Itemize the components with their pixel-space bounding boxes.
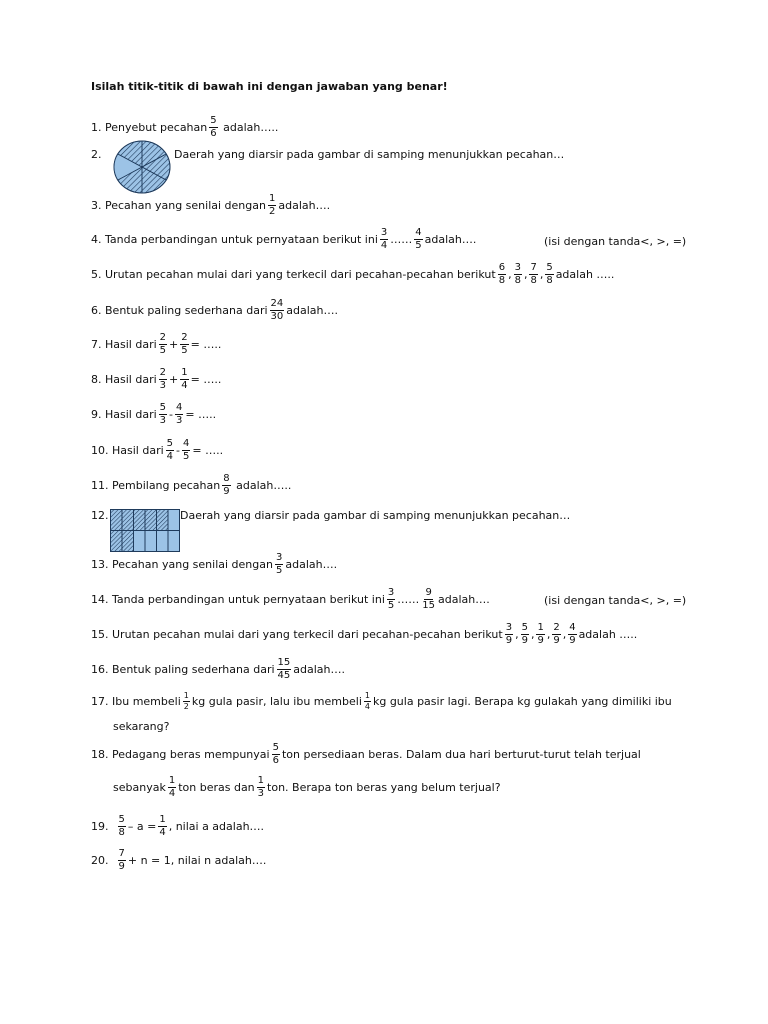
numerator: 1 bbox=[181, 367, 188, 378]
question-text: Hasil dari bbox=[105, 408, 157, 421]
fraction bbox=[270, 299, 285, 322]
question-12-text: Daerah yang diarsir pada gambar di samping menunjukkan pecahan… bbox=[180, 509, 571, 522]
denominator: 6 bbox=[272, 755, 279, 766]
denominator: 8 bbox=[498, 275, 506, 286]
fraction bbox=[159, 333, 167, 356]
question-number: 7. bbox=[91, 338, 102, 351]
question-16 bbox=[91, 658, 345, 681]
numerator: 5 bbox=[272, 742, 279, 753]
blank-dots: …… bbox=[397, 593, 420, 606]
numerator: 2 bbox=[159, 367, 167, 378]
numerator: 2 bbox=[159, 332, 167, 343]
question-text: Tanda perbandingan untuk pernyataan berikut ini bbox=[105, 233, 378, 246]
fraction bbox=[387, 588, 395, 611]
question-18-line-2 bbox=[113, 776, 501, 799]
question-6 bbox=[91, 299, 338, 322]
question-text: Hasil dari bbox=[105, 373, 157, 386]
fraction bbox=[521, 623, 529, 646]
question-text: Penyebut pecahan bbox=[105, 121, 208, 134]
fraction bbox=[364, 692, 371, 711]
denominator: 3 bbox=[176, 415, 183, 426]
fraction bbox=[159, 368, 167, 391]
question-text: – a = bbox=[127, 820, 157, 833]
fraction bbox=[275, 553, 283, 576]
numerator: 15 bbox=[277, 657, 291, 668]
denominator: 8 bbox=[514, 275, 521, 286]
fraction bbox=[505, 623, 513, 646]
question-11 bbox=[91, 474, 291, 497]
separator: , bbox=[530, 628, 535, 641]
fraction bbox=[421, 588, 436, 611]
numerator: 5 bbox=[166, 438, 174, 449]
question-text-end: adalah ….. bbox=[555, 268, 615, 281]
numerator: 3 bbox=[275, 552, 283, 563]
question-text: Ibu membeli bbox=[112, 695, 181, 708]
fraction bbox=[414, 228, 422, 251]
fraction bbox=[545, 263, 553, 286]
question-number: 5. bbox=[91, 268, 102, 281]
question-text: Pecahan yang senilai dengan bbox=[105, 199, 266, 212]
denominator: 5 bbox=[275, 565, 283, 576]
numerator: 5 bbox=[210, 115, 217, 126]
denominator: 9 bbox=[118, 861, 125, 872]
question-1 bbox=[91, 116, 278, 139]
question-text: Pecahan yang senilai dengan bbox=[112, 558, 273, 571]
question-text: Pembilang pecahan bbox=[112, 479, 221, 492]
question-5 bbox=[91, 263, 614, 286]
question-text-end: adalah…. bbox=[278, 199, 331, 212]
question-19 bbox=[91, 815, 264, 838]
denominator: 9 bbox=[537, 635, 544, 646]
numerator: 1 bbox=[268, 193, 276, 204]
circle-fraction-figure bbox=[113, 140, 171, 194]
question-text-end: adalah…. bbox=[286, 304, 338, 317]
denominator: 3 bbox=[159, 415, 167, 426]
denominator: 9 bbox=[223, 486, 230, 497]
fraction bbox=[180, 368, 188, 391]
fraction bbox=[168, 776, 176, 799]
numerator: 7 bbox=[118, 848, 125, 859]
fraction bbox=[175, 403, 183, 426]
question-text: Hasil dari bbox=[112, 444, 164, 457]
separator: , bbox=[546, 628, 551, 641]
question-10 bbox=[91, 439, 223, 462]
denominator: 4 bbox=[181, 380, 188, 391]
fraction bbox=[498, 263, 506, 286]
numerator: 3 bbox=[514, 262, 521, 273]
question-3 bbox=[91, 194, 330, 217]
numerator: 7 bbox=[530, 262, 537, 273]
question-number: 3. bbox=[91, 199, 102, 212]
fraction bbox=[180, 333, 188, 356]
question-text: ton. Berapa ton beras yang belum terjual? bbox=[267, 781, 501, 794]
question-number: 15. bbox=[91, 628, 109, 641]
question-text: ton beras dan bbox=[178, 781, 255, 794]
question-text: Bentuk paling sederhana dari bbox=[112, 663, 275, 676]
question-text-end: = ….. bbox=[190, 373, 222, 386]
fraction bbox=[529, 263, 537, 286]
denominator: 3 bbox=[159, 380, 167, 391]
fraction bbox=[552, 623, 560, 646]
question-number: 20. bbox=[91, 854, 109, 867]
operator: + bbox=[169, 338, 179, 351]
question-14 bbox=[91, 588, 490, 611]
question-text: kg gula pasir, lalu ibu membeli bbox=[191, 695, 362, 708]
question-17 bbox=[91, 692, 672, 711]
question-text: Urutan pecahan mulai dari yang terkecil dari pecahan-pecahan berikut bbox=[112, 628, 503, 641]
denominator: 8 bbox=[546, 275, 553, 286]
question-text-end: = ….. bbox=[185, 408, 217, 421]
question-text: Hasil dari bbox=[105, 338, 157, 351]
denominator: 9 bbox=[505, 635, 513, 646]
denominator: 5 bbox=[415, 240, 422, 251]
numerator: 2 bbox=[181, 332, 188, 343]
numerator: 2 bbox=[553, 622, 560, 633]
question-text-end: adalah….. bbox=[223, 121, 279, 134]
fraction bbox=[159, 403, 167, 426]
operator: - bbox=[169, 408, 174, 421]
question-number: 13. bbox=[91, 558, 109, 571]
denominator: 2 bbox=[183, 702, 189, 711]
numerator: 4 bbox=[183, 438, 190, 449]
fraction bbox=[514, 263, 522, 286]
question-2-number: 2. bbox=[91, 148, 102, 161]
denominator: 9 bbox=[569, 635, 576, 646]
denominator: 30 bbox=[270, 311, 284, 322]
numerator: 24 bbox=[270, 298, 284, 309]
question-text-end: adalah…. bbox=[293, 663, 345, 676]
blank-dots: …… bbox=[390, 233, 413, 246]
question-text-end: adalah….. bbox=[236, 479, 292, 492]
numerator: 3 bbox=[387, 587, 395, 598]
numerator: 3 bbox=[505, 622, 513, 633]
fraction bbox=[268, 194, 276, 217]
question-number: 17. bbox=[91, 695, 109, 708]
fraction bbox=[272, 743, 280, 766]
question-text-end: adalah…. bbox=[285, 558, 338, 571]
question-text-end: adalah ….. bbox=[578, 628, 638, 641]
question-9 bbox=[91, 403, 216, 426]
grid-fraction-figure bbox=[110, 509, 180, 552]
denominator: 5 bbox=[159, 345, 167, 356]
question-text-end: + n = 1, nilai n adalah…. bbox=[127, 854, 267, 867]
numerator: 8 bbox=[223, 473, 230, 484]
question-text: ton persediaan beras. Dalam dua hari berturut-turut telah terjual bbox=[281, 748, 641, 761]
question-text: sebanyak bbox=[113, 781, 166, 794]
question-text: Urutan pecahan mulai dari yang terkecil dari pecahan-pecahan berikut bbox=[105, 268, 496, 281]
denominator: 6 bbox=[210, 128, 217, 139]
denominator: 4 bbox=[159, 827, 166, 838]
question-18 bbox=[91, 743, 641, 766]
numerator: 1 bbox=[159, 814, 166, 825]
operator: - bbox=[176, 444, 181, 457]
question-number: 4. bbox=[91, 233, 102, 246]
denominator: 45 bbox=[277, 670, 291, 681]
fraction bbox=[118, 849, 126, 872]
numerator: 1 bbox=[364, 691, 370, 700]
question-text: kg gula pasir lagi. Berapa kg gulakah yang dimiliki ibu bbox=[372, 695, 672, 708]
question-8 bbox=[91, 368, 221, 391]
fraction bbox=[380, 228, 388, 251]
denominator: 9 bbox=[553, 635, 560, 646]
question-number: 9. bbox=[91, 408, 102, 421]
question-text-end: adalah…. bbox=[438, 593, 490, 606]
question-number: 1. bbox=[91, 121, 102, 134]
separator: , bbox=[508, 268, 512, 281]
question-2-text: Daerah yang diarsir pada gambar di samping menunjukkan pecahan… bbox=[174, 148, 565, 161]
question-text-end: = ….. bbox=[190, 338, 222, 351]
separator: , bbox=[515, 628, 519, 641]
fraction bbox=[182, 439, 190, 462]
question-17-line-2: sekarang? bbox=[113, 720, 170, 733]
fraction bbox=[222, 474, 230, 497]
numerator: 5 bbox=[159, 402, 167, 413]
fraction bbox=[257, 776, 265, 799]
fraction bbox=[183, 692, 190, 711]
denominator: 5 bbox=[387, 600, 395, 611]
numerator: 1 bbox=[168, 775, 176, 786]
numerator: 5 bbox=[521, 622, 528, 633]
denominator: 2 bbox=[268, 206, 276, 217]
question-number: 14. bbox=[91, 593, 109, 606]
separator: , bbox=[539, 268, 544, 281]
question-14-hint: (isi dengan tanda<, >, =) bbox=[544, 594, 687, 607]
denominator: 4 bbox=[168, 788, 176, 799]
question-number: 6. bbox=[91, 304, 102, 317]
denominator: 4 bbox=[380, 240, 388, 251]
operator: + bbox=[169, 373, 179, 386]
numerator: 1 bbox=[537, 622, 544, 633]
question-text-end: adalah…. bbox=[424, 233, 477, 246]
question-number: 10. bbox=[91, 444, 109, 457]
question-text-end: = ….. bbox=[192, 444, 224, 457]
denominator: 5 bbox=[183, 451, 190, 462]
fraction bbox=[568, 623, 576, 646]
denominator: 8 bbox=[118, 827, 125, 838]
numerator: 4 bbox=[176, 402, 183, 413]
denominator: 4 bbox=[166, 451, 174, 462]
question-text-end: , nilai a adalah…. bbox=[168, 820, 265, 833]
numerator: 6 bbox=[498, 262, 506, 273]
numerator: 1 bbox=[183, 691, 189, 700]
denominator: 3 bbox=[257, 788, 265, 799]
question-15 bbox=[91, 623, 637, 646]
fraction bbox=[118, 815, 126, 838]
question-4-hint: (isi dengan tanda<, >, =) bbox=[544, 235, 687, 248]
numerator: 5 bbox=[546, 262, 553, 273]
question-number: 18. bbox=[91, 748, 109, 761]
numerator: 3 bbox=[380, 227, 388, 238]
numerator: 5 bbox=[118, 814, 125, 825]
numerator: 1 bbox=[257, 775, 265, 786]
denominator: 15 bbox=[422, 600, 435, 611]
question-4 bbox=[91, 228, 476, 251]
question-20 bbox=[91, 849, 266, 872]
question-text: Pedagang beras mempunyai bbox=[112, 748, 270, 761]
question-text: Tanda perbandingan untuk pernyataan berikut ini bbox=[112, 593, 385, 606]
fraction bbox=[536, 623, 544, 646]
fraction bbox=[166, 439, 174, 462]
separator: , bbox=[562, 628, 567, 641]
numerator: 4 bbox=[415, 227, 422, 238]
denominator: 5 bbox=[181, 345, 188, 356]
question-text: Bentuk paling sederhana dari bbox=[105, 304, 268, 317]
instruction: Isilah titik-titik di bawah ini dengan jawaban yang benar! bbox=[91, 80, 448, 93]
question-number: 8. bbox=[91, 373, 102, 386]
fraction bbox=[209, 116, 217, 139]
question-number: 11. bbox=[91, 479, 109, 492]
denominator: 9 bbox=[521, 635, 528, 646]
fraction bbox=[158, 815, 166, 838]
numerator: 9 bbox=[425, 587, 432, 598]
question-12-number: 12. bbox=[91, 509, 109, 522]
numerator: 4 bbox=[569, 622, 576, 633]
question-13 bbox=[91, 553, 337, 576]
fraction bbox=[277, 658, 292, 681]
question-number: 19. bbox=[91, 820, 109, 833]
denominator: 8 bbox=[530, 275, 537, 286]
separator: , bbox=[523, 268, 528, 281]
question-7 bbox=[91, 333, 221, 356]
shaded-sectors bbox=[114, 141, 170, 193]
question-number: 16. bbox=[91, 663, 109, 676]
denominator: 4 bbox=[364, 702, 370, 711]
